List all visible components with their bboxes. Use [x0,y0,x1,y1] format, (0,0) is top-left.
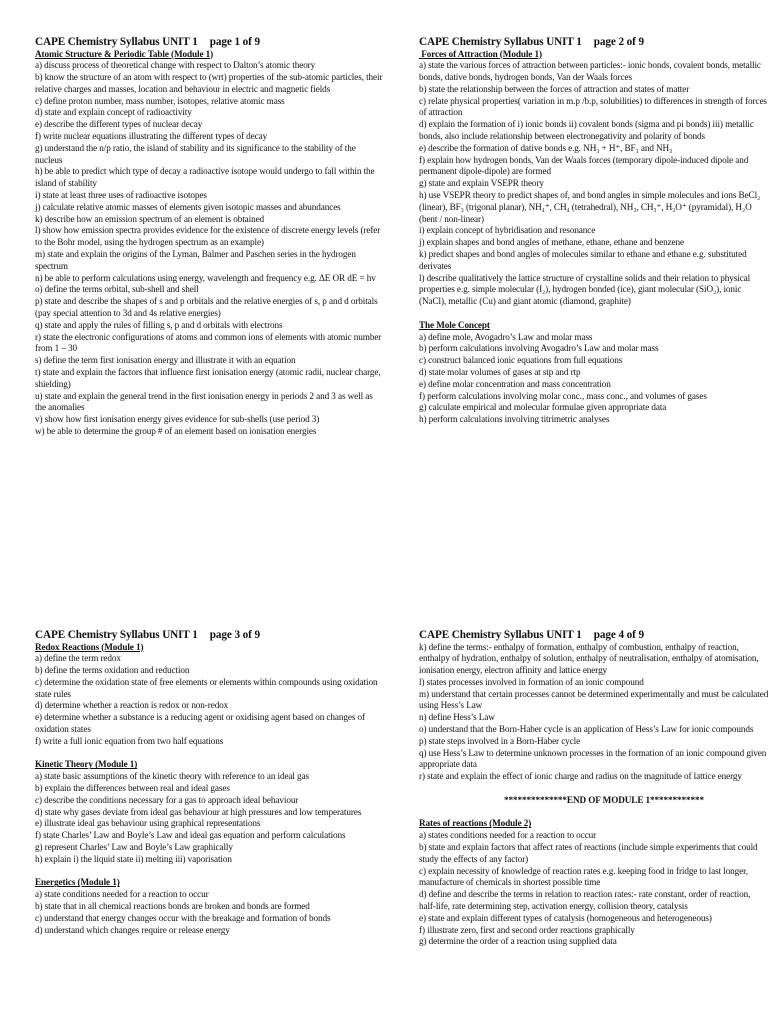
section-heading: Forces of Attraction (Module 1) [419,48,542,59]
section-heading: The Mole Concept [419,319,490,330]
objective-item: a) define the term redox [35,653,121,664]
section-heading: Kinetic Theory (Module 1) [35,759,138,770]
objective-item: c) define proton number, mass number, isotopes, relative atomic mass [35,95,285,106]
objective-item: c) describe the conditions necessary for a gas to approach ideal behaviour [35,794,299,805]
objective-item: h) be able to predict which type of decay a radioactive isotope would undergo to fall within the island of stability [35,166,375,189]
objective-item: n) be able to perform calculations using energy, wavelength and frequency e.g. ΔE OR dE = hv [35,272,376,283]
objective-item: d) state molar volumes of gases at stp and rtp [419,367,581,378]
objective-item: m) state and explain the origins of the Lyman, Balmer and Paschen series in the hydrogen spectrum [35,249,356,271]
objective-item: a) discuss process of theoretical change with respect to Dalton’s atomic theory [35,60,316,71]
objective-item: m) understand that certain processes cannot be determined experimentally and must be calculated using Hess’s Law [419,688,768,711]
document-title: CAPE Chemistry Syllabus UNIT 1 [419,36,582,48]
objective-item: l) states processes involved in formation of an ionic compound [419,676,644,687]
objective-item: a) state the various forces of attraction between particles:- ionic bonds, covalent bonds, metallic bonds, dative bonds, hydrogen bonds, Van der Waals forces [419,60,761,83]
objective-item: f) perform calculations involving molar conc., mass conc., and volumes of gases [419,390,707,401]
objective-item: b) perform calculations involving Avogadro’s Law and molar mass [419,343,659,354]
section-heading: Redox Reactions (Module 1) [35,641,144,652]
objective-item: e) determine whether a substance is a reducing agent or oxidising agent based on changes of oxidation states [35,712,365,735]
page-header [35,629,385,642]
objective-item: e) illustrate ideal gas behaviour using graphical representations [35,818,261,829]
objective-item: g) state and explain VSEPR theory [419,178,544,189]
end-of-module-marker: **************END OF MODULE 1************ [504,794,704,805]
objective-item: c) determine the oxidation state of free elements or elements within compounds using oxidation state rules [35,676,378,699]
syllabus-page-3 [35,629,385,936]
objective-item: o) understand that the Born-Haber cycle is an application of Hess’s Law for ionic compounds [419,724,754,735]
syllabus-page-1 [35,36,385,438]
objective-item: s) define the term first ionisation energy and illustrate it with an equation [35,355,296,366]
objective-item: r) state the electronic configurations of atoms and common ions of elements with atomic number from 1 – 30 [35,331,382,354]
objective-item: f) write nuclear equations illustrating the different types of decay [35,131,268,142]
objective-item: d) state and explain concept of radioactivity [35,107,192,118]
objective-item: a) define mole, Avogadro’s Law and molar mass [419,331,593,342]
objective-list [419,642,768,784]
objective-item: h) use VSEPR theory to predict shapes of, and bond angles in simple molecules and ions BeCl₂ (linear), BF₃ (trigonal planar), NH₄⁺, CH₄ (tetrahedral), NH₃, CH₃⁺, H₃O⁺ (pyramidal), H₂O (bent / non-linear) [419,190,761,224]
page-header [419,629,768,642]
objective-item: k) describe how an emission spectrum of an element is obtained [35,213,265,224]
objective-item: f) write a full ionic equation from two half equations [35,735,224,746]
objective-list [35,889,385,936]
document-title: CAPE Chemistry Syllabus UNIT 1 [419,629,582,641]
page-number: page 2 of 9 [593,36,644,48]
objective-item: f) illustrate zero, first and second order reactions graphically [419,924,635,935]
page-number: page 4 of 9 [593,629,644,641]
objective-item: a) state conditions needed for a reaction to occur [35,889,209,900]
objective-item: g) understand the n/p ratio, the island of stability and its significance to the stability of the nucleus [35,142,356,165]
objective-item: r) state and explain the effect of ionic charge and radius on the magnitude of lattice energy [419,771,742,782]
objective-item: d) understand which changes require or release energy [35,924,230,935]
objective-item: i) explain concept of hybridisation and resonance [419,225,596,236]
objective-item: j) calculate relative atomic masses of elements given isotopic masses and abundances [35,201,341,212]
objective-item: b) state and explain factors that affect rates of reactions (include simple experiments that could study the effects of any factor) [419,842,758,864]
objective-item: e) define molar concentration and mass concentration [419,378,611,389]
objective-item: a) state basic assumptions of the kinetic theory with reference to an ideal gas [35,771,310,782]
page-number: page 3 of 9 [209,629,260,641]
objective-item: n) define Hess’s Law [419,712,495,723]
objective-item: b) explain the differences between real and ideal gases [35,783,230,794]
document-title: CAPE Chemistry Syllabus UNIT 1 [35,36,198,48]
objective-item: q) state and apply the rules of filling s, p and d orbitals with electrons [35,319,283,330]
objective-list [35,60,385,438]
objective-item: u) state and explain the general trend in the first ionisation energy in periods 2 and 3 as well as the anomalies [35,390,373,413]
objective-item: q) use Hess’s Law to determine unknown processes in the formation of an ionic compound given appropriate data [419,747,767,770]
objective-item: d) define and describe the terms in relation to reaction rates:- rate constant, order of reaction, half-life, rate determining step, activation energy, collision theory, catalysis [419,889,751,912]
objective-item: d) determine whether a reaction is redox or non-redox [35,700,229,711]
objective-item: c) understand that energy changes occur with the breakage and formation of bonds [35,912,331,923]
document-title: CAPE Chemistry Syllabus UNIT 1 [35,629,198,641]
objective-list [419,332,768,426]
objective-item: w) be able to determine the group # of an element based on ionisation energies [35,426,317,436]
objective-item: e) describe the different types of nuclear decay [35,119,203,130]
objective-item: b) state the relationship between the forces of attraction and states of matter [419,83,690,94]
objective-item: g) determine the order of a reaction using supplied data [419,936,617,947]
objective-item: i) state at least three uses of radioactive isotopes [35,190,207,201]
objective-item: f) state Charles’ Law and Boyle’s Law and ideal gas equation and perform calculations [35,830,346,841]
objective-list [35,771,385,865]
objective-item: p) state and describe the shapes of s and p orbitals and the relative energies of s, p and d orbitals (pay special attention to 3d and 4s relative energies) [35,296,378,319]
objective-item: p) state steps involved in a Born-Haber cycle [419,735,581,746]
objective-item: h) perform calculations involving titrimetric analyses [419,414,610,425]
objective-item: l) describe qualitatively the lattice structure of crystalline solids and their relation to physical properties e.g. simple molecular (I₂), hydrogen bonded (ice), giant molecular (SiO₂), ionic (NaCl), metallic (Cu) and giant atomic (diamond, graphite) [419,272,751,307]
objective-item: k) define the terms:- enthalpy of formation, enthalpy of combustion, enthalpy of reaction, enthalpy of hydration, enthalpy of solution, enthalpy of neutralisation, enthalpy of atomisation, ionisation energy, electron affinity and lattice energy [419,641,759,676]
objective-item: b) define the terms oxidation and reduction [35,665,190,676]
objective-item: a) states conditions needed for a reaction to occur [419,830,597,841]
objective-item: d) explain the formation of i) ionic bonds ii) covalent bonds (sigma and pi bonds) iii) metallic bonds, also include relationship between electronegativity and polarity of bonds [419,119,754,142]
objective-list [35,653,385,747]
objective-item: v) show how first ionisation energy gives evidence for sub-shells (use period 3) [35,414,320,425]
objective-item: b) know the structure of an atom with respect to (wrt) properties of the sub-atomic particles, their relative charges and masses, location and behaviour in electric and magnetic fields [35,72,383,94]
objective-item: e) describe the formation of dative bonds e.g. NH₃ + H⁺, BF₃ and NH₃ [419,142,673,153]
syllabus-page-4 [419,629,768,948]
section-heading: Atomic Structure & Periodic Table (Module 1) [35,48,214,59]
section-heading: Energetics (Module 1) [35,877,120,888]
objective-item: c) construct balanced ionic equations from full equations [419,355,623,366]
page-number: page 1 of 9 [209,36,260,48]
objective-item: g) calculate empirical and molecular formulae given appropriate data [419,402,667,413]
objective-item: e) state and explain different types of catalysis (homogeneous and heterogeneous) [419,912,712,923]
objective-item: c) explain necessity of knowledge of reaction rates e.g. keeping food in fridge to last longer, manufacture of chemicals in shortest possible time [419,865,748,888]
objective-list [419,830,768,948]
syllabus-page-2 [419,36,768,426]
objective-item: j) explain shapes and bond angles of methane, ethane, ethane and benzene [419,237,684,248]
objective-item: k) predict shapes and bond angles of molecules similar to ethane and ethane e.g. substituted derivates [419,249,747,271]
objective-item: l) show how emission spectra provides evidence for the existence of discrete energy levels (refer to the Bohr model, using the hydrogen spectrum as an example) [35,225,381,248]
objective-item: h) explain i) the liquid state ii) melting iii) vaporisation [35,853,232,864]
page-header [419,36,768,49]
objective-item: t) state and explain the factors that influence first ionisation energy (atomic radii, nuclear charge, shielding) [35,367,381,389]
page-header [35,36,385,49]
objective-item: f) explain how hydrogen bonds, Van der Waals forces (temporary dipole-induced dipole and permanent dipole-dipole) are formed [419,154,749,177]
objective-item: o) define the terms orbital, sub-shell and shell [35,284,199,295]
section-heading: Rates of reactions (Module 2) [419,818,532,829]
objective-item: c) relate physical properties( variation in m.p /b.p, solubilities) to differences in strength of forces of attraction [419,95,767,118]
objective-list [419,60,768,308]
objective-item: b) state that in all chemical reactions bonds are broken and bonds are formed [35,901,310,912]
objective-item: d) state why gases deviate from ideal gas behaviour at high pressures and low temperatures [35,806,362,817]
objective-item: g) represent Charles’ Law and Boyle’s Law graphically [35,842,233,853]
